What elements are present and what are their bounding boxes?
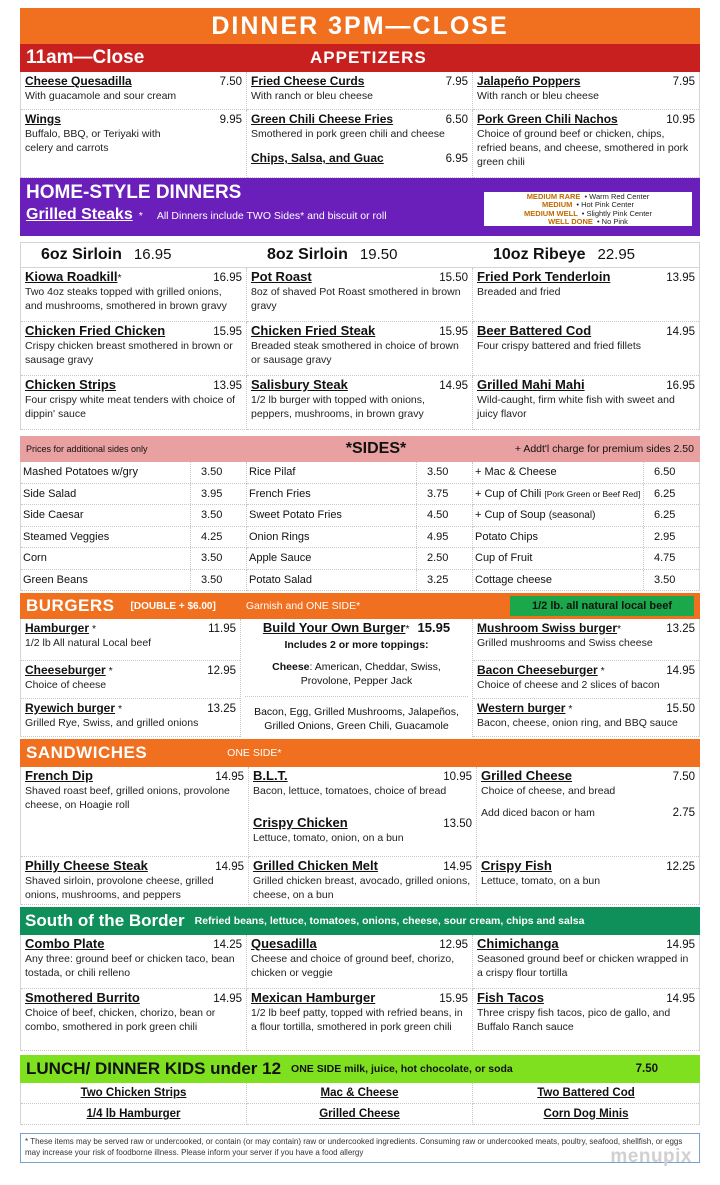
menu-item bbox=[21, 322, 247, 376]
item-name: Combo Plate bbox=[25, 936, 105, 951]
item-name: Western burger bbox=[477, 701, 566, 715]
item-name: Kiowa Roadkill bbox=[25, 269, 118, 284]
menu-item bbox=[473, 72, 699, 110]
kids-grid bbox=[20, 1083, 700, 1125]
item-price: 14.95 bbox=[666, 993, 695, 1005]
burgers-col-left bbox=[21, 619, 241, 737]
item-star: * bbox=[600, 665, 605, 677]
side-item bbox=[21, 570, 247, 592]
allergy-disclaimer: * These items may be served raw or undercooked, or contain (or may contain) raw or undercooked ingredients. Consuming raw or undercooked meats, poultry, seafood, shellfish, or eggs may increase your risk of foodborne illness. Please inform your server if you have a food allergy bbox=[20, 1133, 700, 1163]
menu-item bbox=[477, 767, 699, 857]
side-price: 2.95 bbox=[643, 527, 693, 548]
south-of-border-bar bbox=[20, 907, 700, 935]
item-desc: Choice of beef, chicken, chorizo, bean or combo, smothered in pork green chili bbox=[25, 1007, 216, 1033]
item-desc: Shaved roast beef, grilled onions, provolone cheese, on Hoagie roll bbox=[25, 785, 230, 811]
item-star: * bbox=[117, 272, 122, 284]
item-star: * bbox=[405, 623, 410, 635]
item-price: 11.95 bbox=[208, 623, 236, 635]
item-name: Crispy Fish bbox=[481, 858, 552, 873]
side-price: 3.75 bbox=[416, 484, 466, 505]
kids-title: LUNCH/ DINNER KIDS under 12 bbox=[26, 1059, 282, 1078]
sandwiches-side-note: ONE SIDE* bbox=[227, 747, 282, 759]
byo-burger bbox=[241, 619, 473, 737]
item-price: 15.50 bbox=[666, 703, 695, 715]
steak-item bbox=[21, 246, 247, 264]
appetizers-hours: 11am—Close bbox=[26, 47, 145, 68]
menu-item bbox=[21, 268, 247, 322]
doneness-desc: • Warm Red Center bbox=[584, 192, 650, 201]
item-price: 15.95 bbox=[439, 326, 468, 338]
item-name: Cheeseburger bbox=[25, 663, 106, 677]
item-name: Beer Battered Cod bbox=[477, 323, 592, 338]
side-name: Steamed Veggies bbox=[23, 530, 110, 543]
item-desc: With guacamole and sour cream bbox=[25, 90, 177, 102]
homestyle-bar bbox=[20, 178, 700, 236]
item-name: B.L.T. bbox=[253, 768, 288, 783]
item-name: Chicken Fried Steak bbox=[251, 323, 376, 338]
side-price: 3.50 bbox=[190, 570, 240, 591]
item-desc: Choice of cheese, and bread bbox=[481, 785, 616, 797]
sides-prices-note: Prices for additional sides only bbox=[26, 444, 148, 454]
doneness-level: MEDIUM WELL bbox=[524, 208, 578, 218]
kids-item: Grilled Cheese bbox=[247, 1104, 473, 1125]
item-name: Fish Tacos bbox=[477, 990, 544, 1005]
item-name: Smothered Burrito bbox=[25, 990, 140, 1005]
sides-title: *SIDES* bbox=[345, 440, 407, 457]
sides-bar bbox=[20, 436, 700, 462]
item-price: 6.50 bbox=[445, 114, 468, 126]
item-name: Build Your Own Burger bbox=[262, 620, 406, 635]
side-item bbox=[247, 484, 473, 506]
side-item bbox=[247, 462, 473, 484]
item-price: 10.95 bbox=[443, 771, 472, 783]
doneness-level: WELL DONE bbox=[548, 217, 593, 227]
item-price: 6.95 bbox=[445, 153, 468, 165]
item-price: 14.95 bbox=[666, 939, 695, 951]
item-name: Green Chili Cheese Fries bbox=[251, 112, 394, 126]
item-name: Wings bbox=[25, 112, 61, 126]
side-price: 6.50 bbox=[643, 462, 693, 483]
item-desc: Any three: ground beef or chicken taco, bean tostada, or chili relleno bbox=[25, 953, 235, 979]
item-name: Chimichanga bbox=[477, 936, 559, 951]
item-name: Grilled Cheese bbox=[481, 768, 573, 783]
item-desc: 1/2 lb All natural Local beef bbox=[25, 637, 152, 649]
appetizers-bar bbox=[20, 44, 700, 72]
item-price: 13.50 bbox=[443, 818, 472, 830]
item-desc: Bacon, lettuce, tomatoes, choice of bread bbox=[253, 785, 447, 797]
item-desc: Wild-caught, firm white fish with sweet and juicy flavor bbox=[477, 394, 675, 420]
side-note: [Pork Green or Beef Red] bbox=[544, 488, 641, 499]
side-name: Green Beans bbox=[23, 573, 88, 586]
item-name: Grilled Chicken Melt bbox=[253, 858, 378, 873]
item-price: 15.95 bbox=[417, 620, 451, 635]
item-star: * bbox=[617, 623, 622, 635]
side-name: + Mac & Cheese bbox=[475, 466, 557, 479]
side-item bbox=[473, 462, 699, 484]
item-name: Fried Pork Tenderloin bbox=[477, 269, 611, 284]
item-name: Chicken Strips bbox=[25, 377, 117, 392]
item-desc: Four crispy white meat tenders with choice of dippin' sauce bbox=[25, 394, 236, 420]
side-name: Rice Pilaf bbox=[249, 466, 296, 479]
menupix-watermark: menupix bbox=[610, 1146, 692, 1167]
item-price: 16.95 bbox=[666, 380, 695, 392]
item-desc: Choice of cheese bbox=[25, 679, 107, 691]
item-desc: Choice of cheese and 2 slices of bacon bbox=[477, 679, 660, 691]
sides-grid bbox=[20, 462, 700, 591]
item-desc: 1/2 lb beef patty, topped with refried beans, in a flour tortilla, smothered in pork green chili bbox=[251, 1007, 463, 1033]
item-name: Mexican Hamburger bbox=[251, 990, 376, 1005]
side-price: 3.95 bbox=[190, 484, 240, 505]
item-desc: Grilled chicken breast, avocado, grilled onions, cheese, on a bun bbox=[253, 875, 471, 901]
kids-price: 7.50 bbox=[635, 1063, 658, 1075]
side-price: 6.25 bbox=[643, 484, 693, 505]
item-name: Quesadilla bbox=[251, 936, 317, 951]
item-price: 14.95 bbox=[443, 861, 472, 873]
item-desc: Breaded and fried bbox=[477, 286, 561, 298]
item-desc: Bacon, cheese, onion ring, and BBQ sauce bbox=[477, 717, 678, 729]
item-desc: Three crispy fish tacos, pico de gallo, and Buffalo Ranch sauce bbox=[477, 1007, 671, 1033]
menu-item bbox=[21, 72, 247, 110]
item-name: Cheese Quesadilla bbox=[25, 74, 132, 88]
burgers-double-note: [DOUBLE + $6.00] bbox=[130, 600, 216, 612]
side-name: + Cup of Soup bbox=[475, 509, 546, 522]
grilled-steaks-star: * bbox=[138, 210, 143, 222]
item-name: Jalapeño Poppers bbox=[477, 74, 581, 88]
side-price: 6.25 bbox=[643, 505, 693, 526]
side-item bbox=[21, 484, 247, 506]
homestyle-title: HOME-STYLE DINNERS bbox=[26, 182, 242, 203]
side-name: Potato Chips bbox=[475, 530, 538, 543]
item-star: * bbox=[117, 703, 123, 715]
side-note: (seasonal) bbox=[548, 510, 596, 522]
menu-item bbox=[247, 110, 473, 178]
item-name: Ryewich burger bbox=[25, 701, 116, 715]
side-name: Cup of Fruit bbox=[475, 552, 533, 565]
item-star: * bbox=[108, 665, 113, 677]
side-item bbox=[21, 462, 247, 484]
steak-item bbox=[473, 246, 699, 264]
menu-item bbox=[473, 376, 699, 430]
byo-cheese-label: Cheese bbox=[272, 661, 310, 673]
menu-item bbox=[473, 989, 699, 1051]
item-name: Pork Green Chili Nachos bbox=[477, 112, 618, 126]
byo-cheese-options: : American, Cheddar, Swiss, Provolone, Pepper Jack bbox=[300, 661, 441, 687]
side-item bbox=[21, 505, 247, 527]
menu-item bbox=[473, 322, 699, 376]
item-price: 13.95 bbox=[213, 380, 242, 392]
item-name: French Dip bbox=[25, 768, 93, 783]
kids-side-note: ONE SIDE milk, juice, hot chocolate, or soda bbox=[291, 1063, 513, 1075]
item-price: 10.95 bbox=[666, 114, 695, 126]
side-item bbox=[473, 548, 699, 570]
burgers-bar bbox=[20, 593, 700, 619]
item-price: 14.25 bbox=[213, 939, 242, 951]
menu-item bbox=[473, 935, 699, 989]
side-name: Side Salad bbox=[23, 487, 77, 500]
item-desc: Breaded steak smothered in choice of brown or sausage gravy bbox=[251, 340, 459, 366]
steak-name: 6oz Sirloin bbox=[41, 246, 122, 263]
byo-includes: Includes 2 or more toppings: bbox=[284, 639, 429, 651]
grilled-steaks-title: Grilled Steaks bbox=[26, 206, 133, 223]
item-desc: Seasoned ground beef or chicken wrapped in a crispy flour tortilla bbox=[477, 953, 689, 979]
item-name: Pot Roast bbox=[251, 269, 312, 284]
item-price: 14.95 bbox=[439, 380, 468, 392]
menu-item bbox=[473, 661, 699, 699]
menu-item bbox=[21, 935, 247, 989]
side-item bbox=[247, 548, 473, 570]
item-desc: Choice of ground beef or chicken, chips, refried beans, and cheese, smothered in pork green chili bbox=[477, 128, 689, 168]
appetizers-grid bbox=[20, 72, 700, 178]
steak-name: 10oz Ribeye bbox=[493, 246, 586, 263]
menu-item bbox=[21, 857, 249, 905]
side-name: Apple Sauce bbox=[249, 552, 312, 565]
item-desc: Cheese and choice of ground beef, chorizo, chicken or veggie bbox=[251, 953, 455, 979]
kids-item: Corn Dog Minis bbox=[473, 1104, 699, 1125]
menu-item bbox=[21, 661, 240, 699]
item-name: Fried Cheese Curds bbox=[251, 74, 365, 88]
menu-item bbox=[249, 767, 477, 857]
doneness-level: MEDIUM RARE bbox=[526, 192, 581, 201]
menu-item bbox=[21, 989, 247, 1051]
side-name: Potato Salad bbox=[249, 573, 312, 586]
doneness-desc: • Slightly Pink Center bbox=[581, 208, 652, 218]
doneness-desc: • No Pink bbox=[596, 217, 628, 227]
item-name: Chips, Salsa, and Guac bbox=[251, 151, 384, 165]
dinners-sides-note: All Dinners include TWO Sides* and biscuit or roll bbox=[156, 210, 387, 222]
item-price: 14.95 bbox=[666, 326, 695, 338]
item-price: 13.25 bbox=[666, 623, 695, 635]
byo-toppings: Bacon, Egg, Grilled Mushrooms, Jalapeños, Grilled Onions, Green Chili, Guacamole bbox=[245, 696, 468, 733]
menu-item bbox=[247, 72, 473, 110]
side-item bbox=[473, 570, 699, 592]
byo-cheese bbox=[245, 660, 468, 688]
doneness-level: MEDIUM bbox=[541, 200, 573, 210]
side-item bbox=[247, 505, 473, 527]
menu-item bbox=[21, 110, 247, 178]
side-item bbox=[21, 548, 247, 570]
item-name: Crispy Chicken bbox=[253, 815, 348, 830]
menu-item bbox=[477, 857, 699, 905]
local-beef-badge: 1/2 lb. all natural local beef bbox=[510, 596, 694, 616]
item-price: 12.95 bbox=[207, 665, 236, 677]
item-name: Bacon Cheeseburger bbox=[477, 663, 598, 677]
burgers-col-right bbox=[473, 619, 699, 737]
item-desc: 8oz of shaved Pot Roast smothered in brown gravy bbox=[251, 286, 461, 312]
burgers-grid bbox=[20, 619, 700, 737]
doneness-legend bbox=[484, 192, 692, 226]
kids-bar bbox=[20, 1055, 700, 1083]
item-desc: Smothered in pork green chili and cheese bbox=[251, 128, 445, 140]
side-price: 3.50 bbox=[190, 505, 240, 526]
menu-item bbox=[247, 268, 473, 322]
sandwiches-title: SANDWICHES bbox=[26, 743, 148, 762]
menu-item bbox=[21, 699, 240, 737]
side-item bbox=[21, 527, 247, 549]
menu-item bbox=[21, 767, 249, 857]
item-price: 9.95 bbox=[219, 114, 242, 126]
item-price: 14.95 bbox=[215, 771, 244, 783]
dinners-grid bbox=[20, 268, 700, 430]
side-name: Mashed Potatoes w/gry bbox=[23, 466, 138, 479]
menu-item bbox=[473, 268, 699, 322]
side-name: + Cup of Chili bbox=[475, 487, 542, 500]
doneness-row bbox=[488, 218, 688, 226]
side-price: 3.50 bbox=[190, 462, 240, 483]
side-price: 3.25 bbox=[416, 570, 466, 591]
side-item bbox=[473, 527, 699, 549]
kids-item: Two Battered Cod bbox=[473, 1083, 699, 1104]
burgers-title: BURGERS bbox=[26, 596, 115, 615]
item-name: Chicken Fried Chicken bbox=[25, 323, 166, 338]
steak-price: 16.95 bbox=[133, 246, 172, 263]
item-name: Philly Cheese Steak bbox=[25, 858, 148, 873]
item-desc: Lettuce, tomato, onion, on a bun bbox=[253, 832, 404, 844]
item-desc: With ranch or bleu cheese bbox=[477, 90, 599, 102]
item-price: 15.95 bbox=[439, 993, 468, 1005]
menu-item bbox=[473, 699, 699, 737]
sandwiches-bar bbox=[20, 739, 700, 767]
side-price: 4.25 bbox=[190, 527, 240, 548]
appetizers-title: APPETIZERS bbox=[310, 48, 427, 67]
steak-price: 19.50 bbox=[359, 246, 398, 263]
item-desc: Buffalo, BBQ, or Teriyaki with celery and carrots bbox=[25, 128, 161, 154]
doneness-desc: • Hot Pink Center bbox=[576, 200, 635, 210]
side-item bbox=[473, 484, 699, 506]
item-name: Mushroom Swiss burger bbox=[477, 621, 618, 635]
item-name: Hamburger bbox=[25, 621, 90, 635]
side-item bbox=[247, 527, 473, 549]
menu-item bbox=[247, 376, 473, 430]
side-price: 4.50 bbox=[416, 505, 466, 526]
item-price: 7.95 bbox=[672, 76, 695, 88]
addon-price: 2.75 bbox=[672, 807, 695, 819]
premium-sides-note: + Addt'l charge for premium sides 2.50 bbox=[514, 443, 694, 455]
kids-item: Two Chicken Strips bbox=[21, 1083, 247, 1104]
addon-desc: Add diced bacon or ham bbox=[481, 807, 595, 819]
item-price: 14.95 bbox=[666, 665, 695, 677]
item-price: 13.95 bbox=[666, 272, 695, 284]
item-price: 7.95 bbox=[445, 76, 468, 88]
side-item bbox=[247, 570, 473, 592]
item-price: 12.95 bbox=[439, 939, 468, 951]
kids-item: Mac & Cheese bbox=[247, 1083, 473, 1104]
side-price: 3.50 bbox=[190, 548, 240, 569]
item-desc: Grilled Rye, Swiss, and grilled onions bbox=[25, 717, 199, 729]
side-price: 3.50 bbox=[643, 570, 693, 591]
menu-item bbox=[247, 322, 473, 376]
item-name: Grilled Mahi Mahi bbox=[477, 377, 585, 392]
menu-item bbox=[473, 110, 699, 178]
side-name: Cottage cheese bbox=[475, 573, 553, 586]
item-desc: Four crispy battered and fried fillets bbox=[477, 340, 641, 352]
item-desc: Shaved sirloin, provolone cheese, grilled onions, mushrooms, and peppers bbox=[25, 875, 214, 901]
item-desc: Grilled mushrooms and Swiss cheese bbox=[477, 637, 653, 649]
menu-item bbox=[473, 619, 699, 661]
steak-price: 22.95 bbox=[597, 246, 636, 263]
item-price: 7.50 bbox=[219, 76, 242, 88]
side-name: French Fries bbox=[249, 487, 311, 500]
side-name: Onion Rings bbox=[249, 530, 310, 543]
dinner-hours-banner bbox=[20, 8, 700, 44]
item-star: * bbox=[91, 623, 97, 635]
south-of-border-note: Refried beans, lettuce, tomatoes, onions, cheese, sour cream, chips and salsa bbox=[194, 915, 585, 927]
item-desc: Lettuce, tomato, on a bun bbox=[481, 875, 601, 887]
item-price: 12.25 bbox=[666, 861, 695, 873]
side-item bbox=[473, 505, 699, 527]
side-price: 4.75 bbox=[643, 548, 693, 569]
item-star: * bbox=[568, 703, 573, 715]
item-name: Salisbury Steak bbox=[251, 377, 348, 392]
item-price: 7.50 bbox=[672, 771, 695, 783]
side-name: Side Caesar bbox=[23, 509, 84, 522]
side-price: 3.50 bbox=[416, 462, 466, 483]
item-price: 13.25 bbox=[207, 703, 236, 715]
menu-item bbox=[247, 989, 473, 1051]
side-name: Corn bbox=[23, 552, 47, 565]
side-price: 2.50 bbox=[416, 548, 466, 569]
kids-item: 1/4 lb Hamburger bbox=[21, 1104, 247, 1125]
item-desc: Two 4oz steaks topped with grilled onions, and mushrooms, smothered in brown gravy bbox=[25, 286, 227, 312]
menu-item bbox=[249, 857, 477, 905]
side-price: 4.95 bbox=[416, 527, 466, 548]
burgers-garnish-note: Garnish and ONE SIDE* bbox=[245, 600, 361, 612]
item-desc: With ranch or bleu cheese bbox=[251, 90, 373, 102]
border-grid bbox=[20, 935, 700, 1051]
item-price: 15.50 bbox=[439, 272, 468, 284]
item-price: 15.95 bbox=[213, 326, 242, 338]
item-price: 16.95 bbox=[213, 272, 242, 284]
steak-item bbox=[247, 246, 473, 264]
menu-item bbox=[21, 619, 240, 661]
side-name: Sweet Potato Fries bbox=[249, 509, 342, 522]
menu-item bbox=[247, 935, 473, 989]
item-desc: 1/2 lb burger with topped with onions, peppers, mushrooms, in brown gravy bbox=[251, 394, 425, 420]
south-of-border-title: South of the Border bbox=[25, 911, 185, 930]
steak-name: 8oz Sirloin bbox=[267, 246, 348, 263]
sandwiches-grid bbox=[20, 767, 700, 905]
steak-row bbox=[20, 242, 700, 268]
dinner-hours-title: DINNER 3PM—CLOSE bbox=[211, 11, 509, 40]
item-desc: Crispy chicken breast smothered in brown or sausage gravy bbox=[25, 340, 233, 366]
item-price: 14.95 bbox=[215, 861, 244, 873]
item-price: 14.95 bbox=[213, 993, 242, 1005]
menu-item bbox=[21, 376, 247, 430]
